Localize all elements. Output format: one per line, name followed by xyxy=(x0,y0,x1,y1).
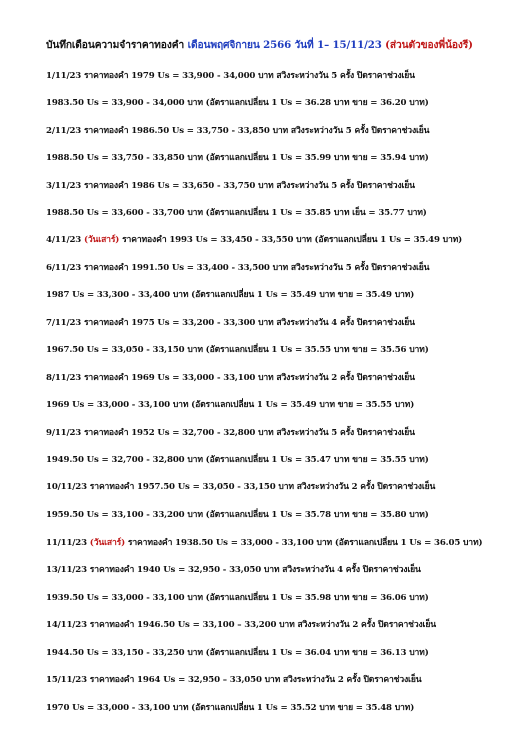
entry-line: 1944.50 Us = 33,150 - 33,250 บาท (อัตราแลกเปลี่ยน 1 Us = 36.04 บาท ขาย = 36.13 บาท) xyxy=(46,648,429,658)
entry-line-saturday xyxy=(46,535,482,549)
entry-line: 1969 Us = 33,000 - 33,100 บาท (อัตราแลกเปลี่ยน 1 Us = 35.49 บาท ขาย = 35.55 บาท) xyxy=(46,400,415,410)
entry-line: 7/11/23 ราคาทองคำ 1975 Us = 33,200 - 33,300 บาท สวิงระหว่างวัน 4 ครั้ง ปิดราคาช่วงเย็น xyxy=(46,318,415,328)
entry-line: 1988.50 Us = 33,750 - 33,850 บาท (อัตราแลกเปลี่ยน 1 Us = 35.99 บาท ขาย = 35.94 บาท) xyxy=(46,153,429,163)
entry-line: 15/11/23 ราคาทองคำ 1964 Us = 32,950 – 33,050 บาท สวิงระหว่างวัน 2 ครั้ง ปิดราคาช่วงเย็น xyxy=(46,675,422,685)
entry-line: 1939.50 Us = 33,000 - 33,100 บาท (อัตราแลกเปลี่ยน 1 Us = 35.98 บาท ขาย = 36.06 บาท) xyxy=(46,593,429,603)
document-title xyxy=(46,37,473,53)
entry-line: 1983.50 Us = 33,900 - 34,000 บาท (อัตราแลกเปลี่ยน 1 Us = 36.28 บาท ขาย = 36.20 บาท) xyxy=(46,98,429,108)
entry-date: 4/11/23 xyxy=(46,235,84,245)
entry-line: 1959.50 Us = 33,100 - 33,200 บาท (อัตราแลกเปลี่ยน 1 Us = 35.78 บาท ขาย = 35.80 บาท) xyxy=(46,510,429,520)
entry-date: 11/11/23 xyxy=(46,538,90,548)
entry-line: 1988.50 Us = 33,600 - 33,700 บาท (อัตราแลกเปลี่ยน 1 Us = 35.85 บาท เย็น = 35.77 บาท) xyxy=(46,208,427,218)
title-note: (ส่วนตัวของพี่น้องรี) xyxy=(381,39,473,51)
entry-line: 1949.50 Us = 32,700 - 32,800 บาท (อัตราแลกเปลี่ยน 1 Us = 35.47 บาท ขาย = 35.55 บาท) xyxy=(46,455,429,465)
entry-line: 6/11/23 ราคาทองคำ 1991.50 Us = 33,400 - 33,500 บาท สวิงระหว่างวัน 5 ครั้ง ปิดราคาช่วงเย็น xyxy=(46,263,430,273)
title-month: เดือนพฤศจิกายน 2566 วันที่ 1– 15/11/23 xyxy=(187,39,382,51)
entry-line: 1987 Us = 33,300 - 33,400 บาท (อัตราแลกเปลี่ยน 1 Us = 35.49 บาท ขาย = 35.49 บาท) xyxy=(46,290,415,300)
entry-line: 9/11/23 ราคาทองคำ 1952 Us = 32,700 - 32,800 บาท สวิงระหว่างวัน 5 ครั้ง ปิดราคาช่วงเย็น xyxy=(46,428,415,438)
entry-line: 8/11/23 ราคาทองคำ 1969 Us = 33,000 - 33,100 บาท สวิงระหว่างวัน 2 ครั้ง ปิดราคาช่วงเย็น xyxy=(46,373,415,383)
entry-line: 1/11/23 ราคาทองคำ 1979 Us = 33,900 - 34,000 บาท สวิงระหว่างวัน 5 ครั้ง ปิดราคาช่วงเย็น xyxy=(46,71,415,81)
saturday-tag: (วันเสาร์) xyxy=(89,538,126,548)
entry-line: 3/11/23 ราคาทองคำ 1986 Us = 33,650 - 33,750 บาท สวิงระหว่างวัน 5 ครั้ง ปิดราคาช่วงเย็น xyxy=(46,181,415,191)
title-prefix: บันทึกเดือนความจำราคาทองคำ xyxy=(46,39,188,51)
entry-line: 10/11/23 ราคาทองคำ 1957.50 Us = 33,050 - 33,150 บาท สวิงระหว่างวัน 2 ครั้ง ปิดราคาช่วงเย็น xyxy=(46,482,436,492)
entry-line: 1967.50 Us = 33,050 - 33,150 บาท (อัตราแลกเปลี่ยน 1 Us = 35.55 บาท ขาย = 35.56 บาท) xyxy=(46,345,429,355)
entry-line: 2/11/23 ราคาทองคำ 1986.50 Us = 33,750 - 33,850 บาท สวิงระหว่างวัน 5 ครั้ง ปิดราคาช่วงเย็น xyxy=(46,126,430,136)
saturday-tag: (วันเสาร์) xyxy=(83,235,120,245)
entry-text: ราคาทองคำ 1993 Us = 33,450 - 33,550 บาท (อัตราแลกเปลี่ยน 1 Us = 35.49 บาท) xyxy=(119,235,463,245)
entry-line: 1970 Us = 33,000 - 33,100 บาท (อัตราแลกเปลี่ยน 1 Us = 35.52 บาท ขาย = 35.48 บาท) xyxy=(46,703,415,713)
entry-line: 13/11/23 ราคาทองคำ 1940 Us = 32,950 - 33,050 บาท สวิงระหว่างวัน 4 ครั้ง ปิดราคาช่วงเย็น xyxy=(46,565,421,575)
entry-text: ราคาทองคำ 1938.50 Us = 33,000 - 33,100 บาท (อัตราแลกเปลี่ยน 1 Us = 36.05 บาท) xyxy=(125,538,483,548)
entry-line-saturday xyxy=(46,232,462,246)
entry-line: 14/11/23 ราคาทองคำ 1946.50 Us = 33,100 – 33,200 บาท สวิงระหว่างวัน 2 ครั้ง ปิดราคาช่วงเย็น xyxy=(46,620,436,630)
